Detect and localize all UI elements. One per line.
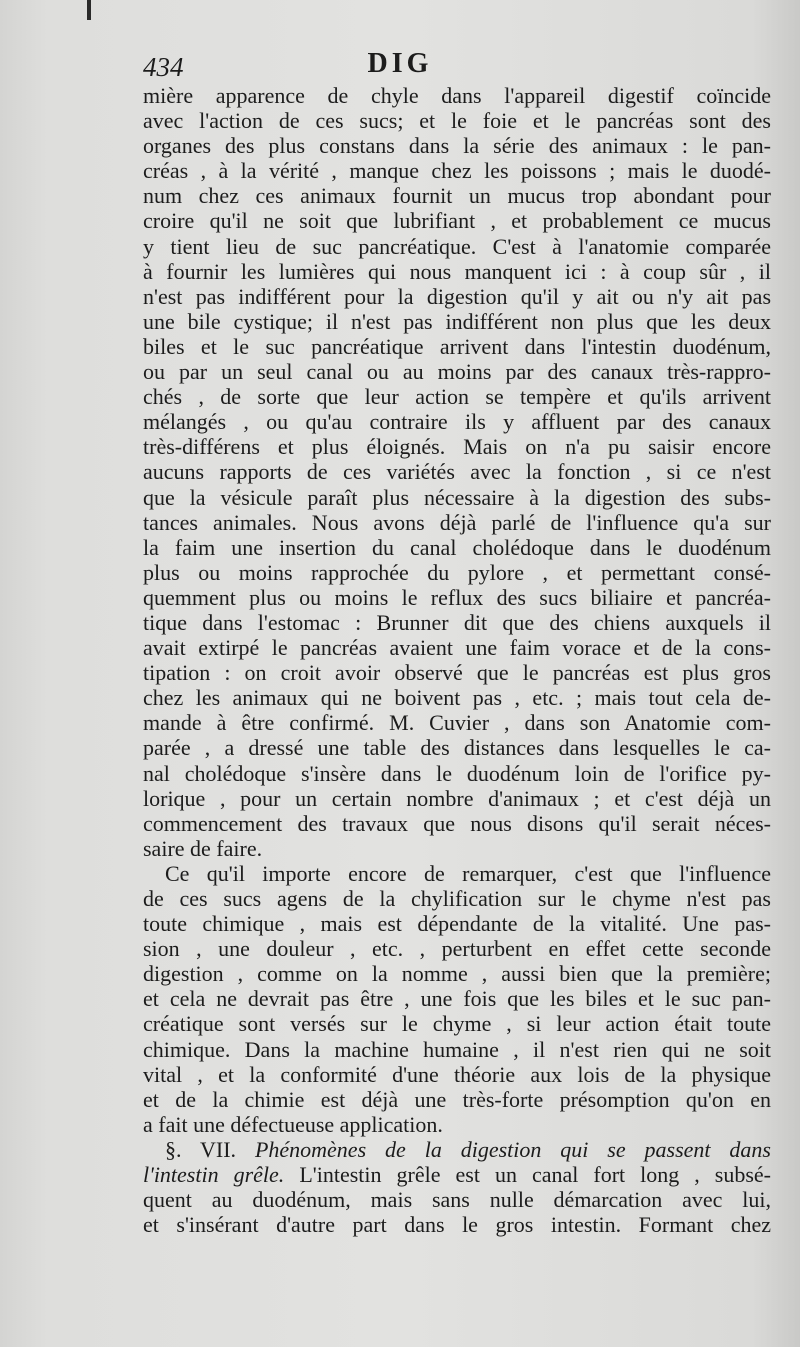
section-text-start: L'intestin grêle est un canal fort long , subsé- bbox=[284, 1162, 771, 1188]
headword: DIG bbox=[367, 48, 433, 79]
text-line: y tient lieu de suc pancréatique. C'est à l'anatomie comparée bbox=[143, 233, 771, 259]
text-line: parée , a dressé une table des distances dans lesquelles le ca- bbox=[143, 735, 771, 761]
text-line: à fournir les lumières qui nous manquent ici : à coup sûr , il bbox=[143, 258, 771, 284]
text-line: créas , à la vérité , manque chez les poissons ; mais le duodé- bbox=[143, 158, 771, 184]
text-line: que la vésicule paraît plus nécessaire à la digestion des subs- bbox=[143, 484, 771, 510]
text-line: tipation : on croit avoir observé que le pancréas est plus gros bbox=[143, 660, 771, 686]
text-line: croire qu'il ne soit que lubrifiant , et probablement ce mucus bbox=[143, 208, 771, 234]
text-line: organes des plus constans dans la série des animaux : le pan- bbox=[143, 133, 771, 159]
section-heading-line-2 bbox=[143, 1162, 771, 1187]
text-line: quent au duodénum, mais sans nulle démarcation avec lui, bbox=[143, 1187, 771, 1213]
text-line: n'est pas indifférent pour la digestion qu'il y ait ou n'y ait pas bbox=[143, 283, 771, 309]
text-line: biles et le suc pancréatique arrivent dans l'intestin duodénum, bbox=[143, 333, 771, 359]
section-number: §. VII. bbox=[165, 1136, 255, 1162]
text-line: très-différens et plus éloignés. Mais on n'a pu saisir encore bbox=[143, 434, 771, 460]
text-line: commencement des travaux que nous disons qu'il serait néces- bbox=[143, 810, 771, 836]
text-line: num chez ces animaux fournit un mucus trop abondant pour bbox=[143, 183, 771, 209]
text-line: avait extirpé le pancréas avaient une faim vorace et de la cons- bbox=[143, 635, 771, 661]
text-line: chés , de sorte que leur action se tempère et qu'ils arrivent bbox=[143, 384, 771, 410]
section-title-part-1: Phénomènes de la digestion qui se passent dans bbox=[254, 1136, 771, 1162]
text-line: avec l'action de ces sucs; et le foie et le pancréas sont des bbox=[143, 108, 771, 134]
binding-mark bbox=[87, 0, 91, 20]
section-body-lines bbox=[143, 1187, 771, 1237]
text-line: mande à être confirmé. M. Cuvier , dans son Anatomie com- bbox=[143, 710, 771, 736]
running-head bbox=[0, 46, 800, 80]
text-line: et cela ne devrait pas être , une fois que les biles et le suc pan- bbox=[143, 986, 771, 1012]
text-line: toute chimique , mais est dépendante de la vitalité. Une pas- bbox=[143, 911, 771, 937]
text-line: Ce qu'il importe encore de remarquer, c'est que l'influence bbox=[165, 860, 771, 886]
text-line: la faim une insertion du canal cholédoque dans le duodénum bbox=[143, 534, 771, 560]
text-line: et de la chimie est déjà une très-forte présomption qu'on en bbox=[143, 1086, 771, 1112]
text-line: lorique , pour un certain nombre d'animaux ; et c'est déjà un bbox=[143, 785, 771, 811]
text-line: tique dans l'estomac : Brunner dit que des chiens auxquels il bbox=[143, 609, 771, 635]
text-line: a fait une défectueuse application. bbox=[143, 1111, 443, 1137]
text-line: mélangés , ou qu'au contraire ils y affluent par des canaux bbox=[143, 409, 771, 435]
text-line: quemment plus ou moins le reflux des sucs biliaire et pancréa- bbox=[143, 584, 771, 610]
text-line: chez les animaux qui ne boivent pas , etc. ; mais tout cela de- bbox=[143, 685, 771, 711]
text-line: tances animales. Nous avons déjà parlé de l'influence qu'a sur bbox=[143, 509, 771, 535]
text-line: ou par un seul canal ou au moins par des canaux très-rappro- bbox=[143, 359, 771, 385]
section-title-part-2: l'intestin grêle. bbox=[143, 1162, 285, 1188]
body-text bbox=[143, 83, 771, 1237]
text-line: sion , une douleur , etc. , perturbent en effet cette seconde bbox=[143, 936, 771, 962]
text-line: saire de faire. bbox=[143, 835, 263, 861]
text-line: nal cholédoque s'insère dans le duodénum loin de l'orifice py- bbox=[143, 760, 771, 786]
text-line: une bile cystique; il n'est pas indifférent non plus que les deux bbox=[143, 308, 771, 334]
text-line: chimique. Dans la machine humaine , il n'est rien qui ne soit bbox=[143, 1036, 771, 1062]
text-line: digestion , comme on la nomme , aussi bien que la première; bbox=[143, 961, 771, 987]
text-line: et s'insérant d'autre part dans le gros intestin. Formant chez bbox=[143, 1212, 771, 1238]
text-line: plus ou moins rapprochée du pylore , et permettant consé- bbox=[143, 559, 771, 585]
text-line: aucuns rapports de ces variétés avec la fonction , si ce n'est bbox=[143, 459, 771, 485]
paragraph-lines bbox=[143, 83, 771, 1137]
text-line: mière apparence de chyle dans l'appareil digestif coïncide bbox=[143, 83, 771, 108]
text-line: de ces sucs agens de la chylification sur le chyme n'est pas bbox=[143, 886, 771, 911]
section-heading-line-1 bbox=[143, 1137, 771, 1162]
text-line: créatique sont versés sur le chyme , si leur action était toute bbox=[143, 1011, 771, 1037]
text-line: vital , et la conformité d'une théorie aux lois de la physique bbox=[143, 1061, 771, 1087]
page-number: 434 bbox=[143, 52, 184, 82]
